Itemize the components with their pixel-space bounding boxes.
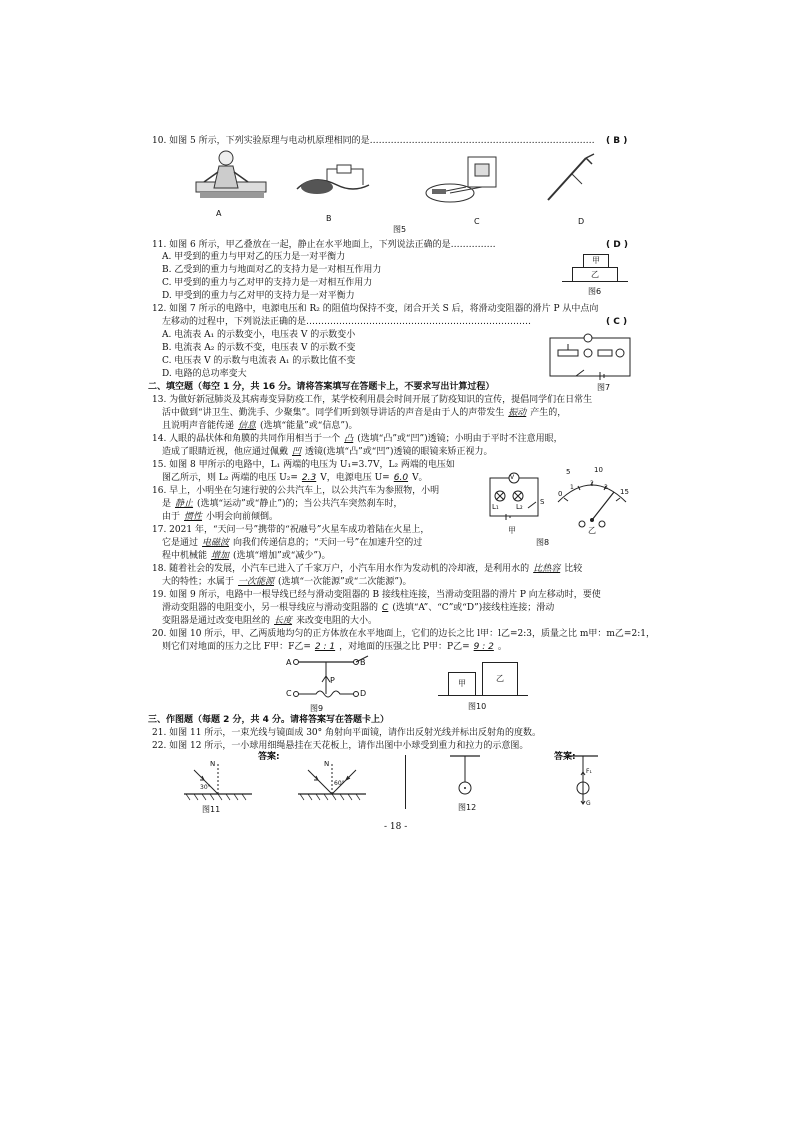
q16-answer1: 静止 bbox=[175, 499, 194, 509]
fig11-mirror-answer bbox=[294, 760, 370, 802]
fig5-panel-c bbox=[420, 153, 500, 207]
answer-label-2: 答案: bbox=[554, 752, 576, 762]
fig7-caption: 图7 bbox=[597, 383, 611, 392]
q17-line1: 17. 2021 年，“天问一号”携带的“祝融号”火星车成功着陆在火星上， bbox=[152, 525, 430, 535]
q15-line2: 图乙所示，则 L₂ 两端的电压 U₂= 2.3 V，电源电压 U= 6.0 V。 bbox=[162, 473, 428, 483]
q13-line1: 13. 为做好新冠肺炎及其病毒变异防疫工作，某学校利用晨会时间开展了防疫知识的宣传，提倡同学们在日常生 bbox=[152, 395, 593, 405]
q18-answer1: 比热容 bbox=[533, 564, 561, 574]
q12-answer: ( C ) bbox=[606, 317, 628, 327]
q19-line2: 滑动变阻器的电阻变小，另一根导线应与滑动变阻器的 C (选填“A”、“C”或“D”)接线柱连接；滑动 bbox=[162, 603, 555, 613]
fig8-l1-label: L₁ bbox=[492, 503, 499, 511]
q14-line2: 造成了眼睛近视，他应通过佩戴 凹 透镜(选填“凸”或“凹”)透镜的眼镜来矫正视力。 bbox=[162, 447, 493, 457]
q12-option-b: B. 电流表 A₂ 的示数不变，电压表 V 的示数不变 bbox=[162, 343, 356, 353]
fig6-block-bottom: 乙 bbox=[572, 267, 618, 282]
q16-line3: 由于 惯性 小明会向前倾倒。 bbox=[162, 512, 279, 522]
answer-label-1: 答案: bbox=[258, 752, 280, 762]
divider-line bbox=[405, 755, 406, 809]
q18-answer2: 一次能源 bbox=[238, 577, 275, 587]
q17-line3: 程中机械能 增加 (选填“增加”或“减少”)。 bbox=[162, 551, 331, 561]
q20-answer1: 2 : 1 bbox=[314, 642, 336, 652]
q15-line1: 15. 如图 8 甲所示的电路中，L₁ 两端的电压为 U₁=3.7V，L₂ 两端的电压如 bbox=[152, 460, 455, 470]
q11-option-d: D. 甲受到的重力与乙对甲的支持力是一对平衡力 bbox=[162, 291, 355, 301]
q14-answer2: 凹 bbox=[292, 447, 302, 457]
fig8-tick-0: 0 bbox=[558, 490, 563, 498]
q14-answer1: 凸 bbox=[344, 434, 354, 444]
fig12-caption: 图12 bbox=[458, 803, 477, 812]
fig10-block-jia: 甲 bbox=[448, 672, 476, 696]
fig8-tick-15: 15 bbox=[620, 488, 629, 496]
q15-answer1: 2.3 bbox=[301, 473, 317, 483]
q21-text: 21. 如图 11 所示，一束光线与镜面成 30° 角射向平面镜，请作出反射光线并标出反射角的度数。 bbox=[152, 728, 542, 738]
q13-line3: 且说明声音能传递 信息 (选填“能量”或“信息”)。 bbox=[162, 421, 358, 431]
q12-stem-line1: 12. 如图 7 所示的电路中，电源电压和 R₂ 的阻值均保持不变，闭合开关 S 后，将滑动变阻器的滑片 P 从中点向 bbox=[152, 304, 599, 314]
fig8-small-tick-3: 3 bbox=[604, 484, 608, 491]
q17-answer1: 电磁波 bbox=[202, 538, 230, 548]
section3-heading: 三、作图题（每题 2 分，共 4 分。请将答案写在答题卡上） bbox=[148, 715, 390, 725]
fig8-voltmeter-yi bbox=[552, 468, 632, 532]
q20-answer2: 9 : 2 bbox=[473, 642, 494, 652]
fig11-mirror-question bbox=[180, 760, 256, 802]
q11-stem: 11. 如图 6 所示，甲乙叠放在一起，静止在水平地面上，下列说法正确的是…………… bbox=[152, 240, 496, 250]
q22-text: 22. 如图 12 所示，一小球用细绳悬挂在天花板上，请作出图中小球受到重力和拉力的示意图。 bbox=[152, 741, 529, 751]
q18-line2: 大的特性；水属于 一次能源 (选填“一次能源”或“二次能源”)。 bbox=[162, 577, 412, 587]
fig11-angle-label: 30° bbox=[200, 784, 211, 791]
fig8-s-label: S bbox=[540, 498, 545, 506]
fig6-caption: 图6 bbox=[588, 287, 602, 296]
q20-line1: 20. 如图 10 所示，甲、乙两质地均匀的正方体放在水平地面上，它们的边长之比 l甲：l乙=2:3，质量之比 m甲：m乙=2:1， bbox=[152, 629, 655, 639]
q19-line1: 19. 如图 9 所示，电路中一根导线已经与滑动变阻器的 B 接线柱连接，当滑动变阻器的滑片 P 向左移动时，要使 bbox=[152, 590, 601, 600]
fig8-l2-label: L₂ bbox=[516, 503, 523, 511]
fig5-panel-a bbox=[192, 148, 272, 206]
q16-line1: 16. 早上，小明坐在匀速行驶的公共汽车上，以公共汽车为参照物，小明 bbox=[152, 486, 440, 496]
fig9-label-d: D bbox=[360, 689, 367, 698]
fig8-caption: 图8 bbox=[536, 538, 550, 547]
q12-option-d: D. 电路的总功率变大 bbox=[162, 369, 247, 379]
q10-answer: ( B ) bbox=[606, 136, 628, 146]
q13-answer1: 振动 bbox=[508, 408, 527, 418]
fig8-label-jia: 甲 bbox=[508, 526, 516, 535]
q12-option-a: A. 电流表 A₁ 的示数变小，电压表 V 的示数变小 bbox=[162, 330, 356, 340]
fig8-small-tick-2: 2 bbox=[590, 480, 594, 487]
fig6-block-top: 甲 bbox=[583, 254, 609, 268]
q14-line1: 14. 人眼的晶状体和角膜的共同作用相当于一个 凸 (选填“凸”或“凹”)透镜；小明由于平时不注意用眼， bbox=[152, 434, 563, 444]
page-number: - 18 - bbox=[384, 822, 408, 832]
q10-stem: 10. 如图 5 所示，下列实验原理与电动机原理相同的是………………………………………………………………… bbox=[152, 136, 595, 146]
fig12-gravity-label: G bbox=[586, 800, 591, 807]
fig12-ball-question bbox=[448, 752, 482, 802]
q12-stem-line2: 左移动的过程中，下列说法正确的是………………………………………………………………… bbox=[162, 317, 532, 327]
fig5-label-c: C bbox=[474, 217, 480, 226]
q19-answer1: C bbox=[382, 603, 389, 613]
q11-option-a: A. 甲受到的重力与甲对乙的压力是一对平衡力 bbox=[162, 252, 346, 262]
q11-option-c: C. 甲受到的重力与乙对甲的支持力是一对相互作用力 bbox=[162, 278, 373, 288]
q20-line2: 则它们对地面的压力之比 F甲：F乙= 2 : 1 ，对地面的压强之比 P甲：P乙= 9 : 2 。 bbox=[162, 642, 507, 652]
fig5-label-d: D bbox=[578, 217, 585, 226]
fig8-small-tick-1: 1 bbox=[570, 484, 574, 491]
q19-line3: 变阻器是通过改变电阻丝的 长度 来改变电阻的大小。 bbox=[162, 616, 378, 626]
q18-line1: 18. 随着社会的发展，小汽车已进入了千家万户，小汽车用水作为发动机的冷却液，是利用水的 比热容 比较 bbox=[152, 564, 583, 574]
fig9-label-p: P bbox=[330, 676, 335, 685]
q12-option-c: C. 电压表 V 的示数与电流表 A₁ 的示数比值不变 bbox=[162, 356, 356, 366]
fig5-label-a: A bbox=[216, 209, 222, 218]
q15-answer2: 6.0 bbox=[393, 473, 409, 483]
fig10-ground bbox=[438, 695, 528, 696]
q13-answer2: 信息 bbox=[238, 421, 257, 431]
fig5-panel-d bbox=[542, 150, 598, 206]
q17-answer2: 增加 bbox=[211, 551, 230, 561]
fig7-circuit bbox=[546, 332, 634, 382]
q16-answer2: 惯性 bbox=[184, 512, 203, 522]
fig12-ball-answer bbox=[566, 752, 600, 808]
fig8-tick-5: 5 bbox=[566, 468, 571, 476]
q17-line2: 它是通过 电磁波 向我们传递信息的；“天问一号”在加速升空的过 bbox=[162, 538, 423, 548]
fig9-caption: 图9 bbox=[310, 704, 324, 713]
fig5-label-b: B bbox=[326, 214, 332, 223]
fig11-answer-normal-label: N bbox=[324, 760, 330, 768]
q11-option-b: B. 乙受到的重力与地面对乙的支持力是一对相互作用力 bbox=[162, 265, 382, 275]
q13-line2: 活中做到“讲卫生、勤洗手、少聚集”。同学们听到领导讲话的声音是由于人的声带发生 振动 产生的， bbox=[162, 408, 567, 418]
fig9-label-a: A bbox=[286, 658, 292, 667]
fig11-normal-label: N bbox=[210, 760, 216, 768]
q11-answer: ( D ) bbox=[606, 240, 628, 250]
fig5-caption: 图5 bbox=[393, 225, 407, 234]
fig12-tension-label: F₁ bbox=[586, 768, 592, 775]
fig9-label-c: C bbox=[286, 689, 292, 698]
fig11-answer-angle-label: 60° bbox=[334, 780, 345, 787]
fig11-caption: 图11 bbox=[202, 805, 221, 814]
fig6-ground bbox=[562, 281, 628, 282]
q19-answer2: 长度 bbox=[274, 616, 293, 626]
fig10-block-yi: 乙 bbox=[482, 662, 518, 696]
fig8-tick-10: 10 bbox=[594, 466, 603, 474]
fig10-caption: 图10 bbox=[468, 702, 487, 711]
fig8-label-yi: 乙 bbox=[588, 526, 596, 535]
section2-heading: 二、填空题（每空 1 分，共 16 分。请将答案填写在答题卡上，不要求写出计算过程） bbox=[148, 382, 495, 392]
fig8-v-label: V bbox=[510, 474, 515, 481]
fig5-panel-b bbox=[293, 155, 373, 201]
fig9-label-b: B bbox=[360, 658, 366, 667]
q16-line2: 是 静止 (选填“运动”或“静止”)的；当公共汽车突然刹车时， bbox=[162, 499, 403, 509]
